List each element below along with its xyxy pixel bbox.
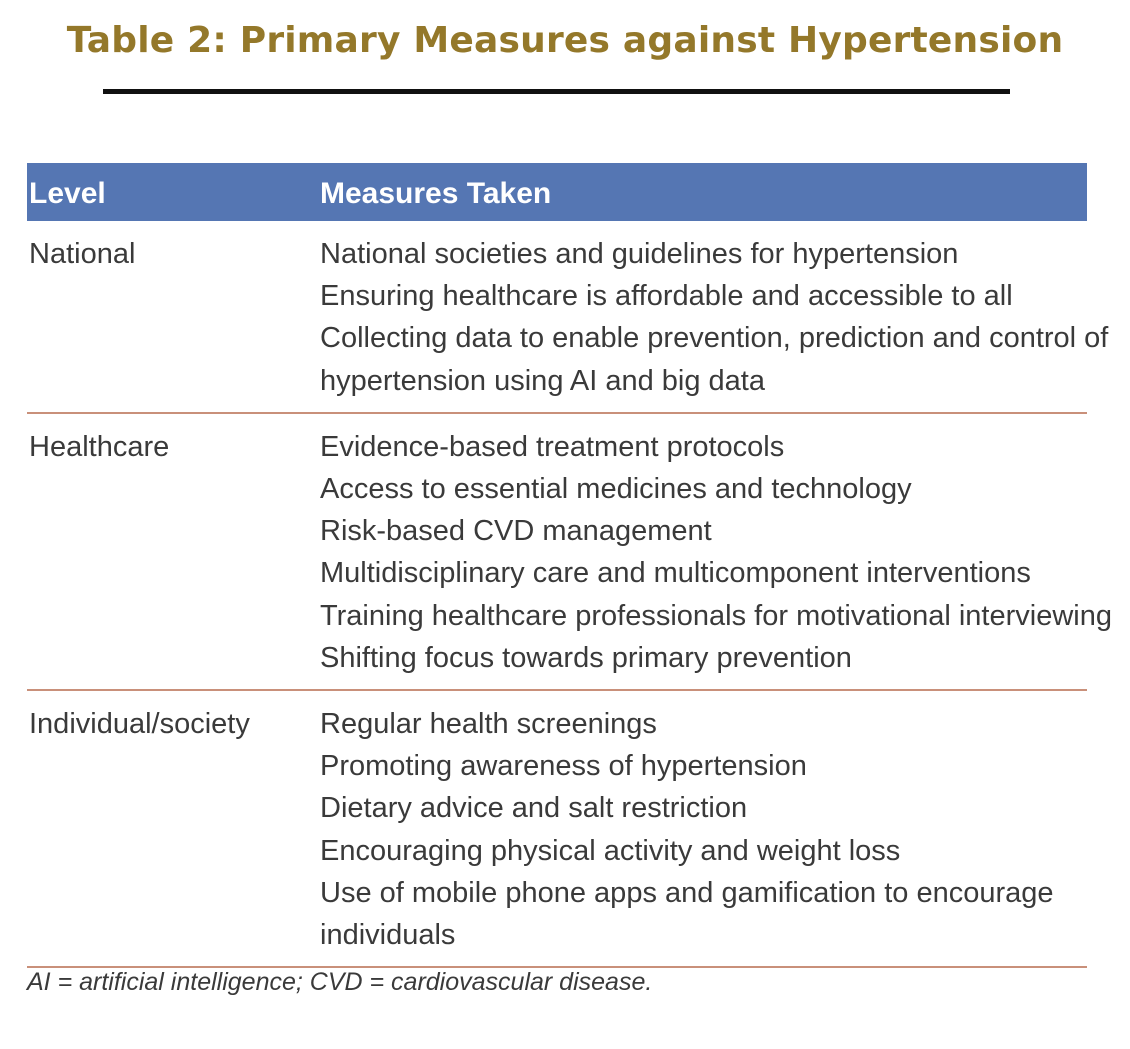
- list-item: hypertension using AI and big data: [320, 364, 765, 397]
- table-row: [27, 221, 1109, 414]
- table-row: [27, 414, 1112, 691]
- list-item: Dietary advice and salt restriction: [320, 792, 748, 825]
- list-item: Shifting focus towards primary prevention: [320, 641, 852, 674]
- list-item: Multidisciplinary care and multicomponent interventions: [320, 557, 1031, 590]
- table-title: Table 2: Primary Measures against Hypertension: [66, 20, 1064, 61]
- list-item: Promoting awareness of hypertension: [320, 750, 807, 783]
- header-measures: Measures Taken: [320, 177, 552, 210]
- list-item: Encouraging physical activity and weight loss: [320, 834, 901, 867]
- table-header: [27, 163, 1087, 221]
- list-item: Access to essential medicines and technology: [320, 473, 912, 506]
- row-level-national: National: [29, 238, 136, 270]
- row-level-individual-society: Individual/society: [29, 708, 250, 741]
- measures-table: [27, 163, 1112, 968]
- row-measures-individual-society: [320, 691, 1087, 966]
- list-item: Training healthcare professionals for motivational interviewing: [320, 599, 1112, 632]
- list-item: National societies and guidelines for hypertension: [320, 238, 959, 270]
- list-item: Evidence-based treatment protocols: [320, 430, 785, 463]
- row-measures-healthcare: [320, 414, 1112, 689]
- title-underline: [103, 89, 1010, 94]
- header-level: Level: [29, 177, 106, 210]
- list-item: Ensuring healthcare is affordable and accessible to all: [320, 280, 1013, 313]
- list-item: Collecting data to enable prevention, prediction and control of: [320, 322, 1109, 355]
- list-item: Use of mobile phone apps and gamification to encourage: [320, 876, 1054, 909]
- table-row: [27, 691, 1087, 968]
- list-item: Risk-based CVD management: [320, 515, 712, 548]
- row-measures-national: [320, 221, 1109, 412]
- list-item: Regular health screenings: [320, 708, 657, 741]
- list-item: individuals: [320, 919, 456, 952]
- table-footnote: AI = artificial intelligence; CVD = cardiovascular disease.: [27, 968, 653, 996]
- row-level-healthcare: Healthcare: [29, 430, 170, 463]
